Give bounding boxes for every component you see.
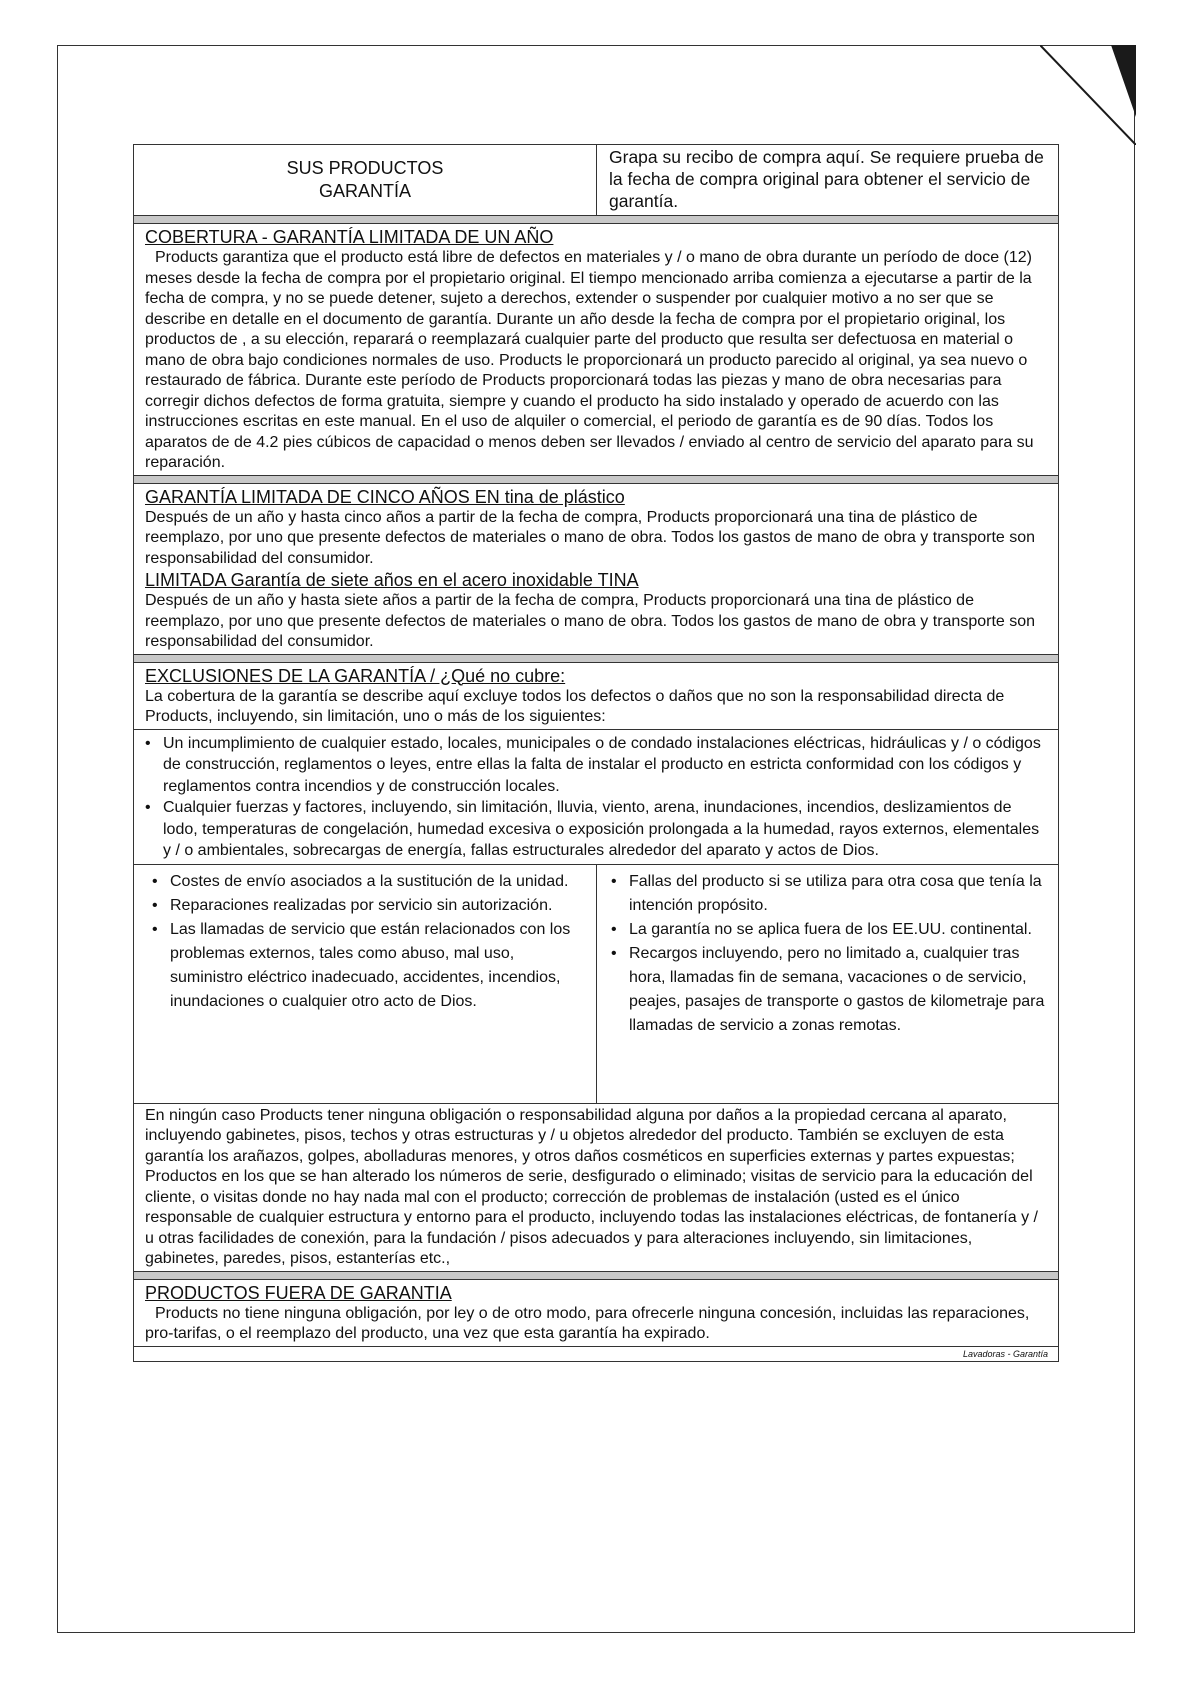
header-title-line2: GARANTÍA	[318, 181, 411, 201]
exclusions-intro: La cobertura de la garantía se describe aquí excluye todos los defectos o daños que no son la responsabilidad directa de Products, incluyendo, sin limitación, uno o más de los siguientes:	[145, 687, 1005, 725]
header-title	[134, 145, 597, 215]
header-title-line1: SUS PRODUCTOS	[286, 158, 444, 178]
out-of-warranty-section	[134, 1280, 1058, 1346]
list-item: • Fallas del producto si se utiliza para otra cosa que tenía la intención propósito.	[611, 870, 1046, 918]
section-divider	[134, 654, 1058, 663]
exclusions-left-column	[134, 865, 597, 1103]
coverage-section	[134, 224, 1058, 475]
bullet-icon: •	[611, 944, 617, 962]
exclusions-full-list	[134, 729, 1058, 864]
bullet-icon: •	[145, 799, 151, 816]
exclusions-title: EXCLUSIONES DE LA GARANTÍA / ¿Qué no cubre:	[145, 665, 566, 686]
section-divider	[134, 215, 1058, 224]
out-of-warranty-title: PRODUCTOS FUERA DE GARANTIA	[145, 1282, 452, 1303]
warranty-document	[133, 144, 1059, 1362]
footer-note: Lavadoras - Garantía	[962, 1348, 1048, 1359]
seven-year-body: Después de un año y hasta siete años a partir de la fecha de compra, Products proporcionará una tina de plástico de reemplazo, por uno que presente defectos de materiales o mano de obra. Todos los gastos de mano de obra y transporte son responsabilidad del consumidor.	[145, 592, 1036, 650]
section-divider	[134, 475, 1058, 484]
liability-section	[134, 1104, 1058, 1271]
list-item: • Un incumplimiento de cualquier estado, locales, municipales o de condado instalaciones eléctricas, hidráulicas y / o códigos de construcción, reglamentos o leyes, entre ellas la falta de instalar el producto en estricta conformidad con los códigos y reglamentos contra incendios y de construcción locales.	[145, 733, 1048, 798]
list-item: • Recargos incluyendo, pero no limitado a, cualquier tras hora, llamadas fin de semana, vacaciones o de servicio, peajes, pasajes de transporte o gastos de kilometraje para llamadas de servicio a zonas remotas.	[611, 942, 1046, 1038]
bullet-icon: •	[145, 734, 151, 752]
header-row	[134, 145, 1058, 215]
list-item: • Costes de envío asociados a la sustitución de la unidad.	[152, 870, 584, 894]
corner-tab-icon	[1040, 45, 1136, 145]
bullet-icon: •	[152, 872, 158, 890]
bullet-icon: •	[611, 872, 617, 890]
list-item: • La garantía no se aplica fuera de los EE.UU. continental.	[611, 918, 1046, 942]
tub-warranty-section	[134, 484, 1058, 654]
exclusions-section	[134, 663, 1058, 729]
coverage-body: Products garantiza que el producto está libre de defectos en materiales y / o mano de obra durante un período de doce (12) meses desde la fecha de compra por el propietario original. El tiempo mencionado arriba comienza a ejecutarse a partir de la fecha de compra, y no se puede detener, sujeto a derechos, extender o suspender por cualquier motivo a no ser que se describe en detalle en el documento de garantía. Durante un año desde la fecha de compra por el propietario original, los productos de , a su elección, reparará o reemplazará cualquier parte del producto que resulta ser defectuosa en material o mano de obra bajo condiciones normales de uso. Products le proporcionará un producto parecido al original, ya sea nuevo o restaurado de fábrica. Durante este período de Products proporcionará todas las piezas y mano de obra necesarias para corregir dichos defectos de forma gratuita, siempre y cuando el producto ha sido instalado y operado de acuerdo con las instrucciones escritas en este manual. En el uso de alquiler o comercial, el periodo de garantía es de 90 días. Todos los aparatos de de 4.2 pies cúbicos de capacidad o menos deben ser llevados / enviado al centro de servicio del aparato para su reparación.	[145, 249, 1034, 471]
five-year-title: GARANTÍA LIMITADA DE CINCO AÑOS EN tina de plástico	[145, 486, 625, 507]
list-item: • Cualquier fuerzas y factores, incluyendo, sin limitación, lluvia, viento, arena, inundaciones, incendios, deslizamientos de lodo, temperaturas de congelación, humedad excesiva o exposición prolongada a la humedad, rayos externos, elementales y / o ambientales, sobrecargas de energía, fallas estructurales alrededor del aparato y actos de Dios.	[145, 797, 1048, 862]
liability-body: En ningún caso Products tener ninguna obligación o responsabilidad alguna por daños a la propiedad cercana al aparato, incluyendo gabinetes, pisos, techos y otras estructuras y / u objetos alrededor del producto. También se excluyen de esta garantía los arañazos, golpes, abolladuras menores, y otros daños cosméticos en superficies externas y partes expuestas; Productos en los que se han alterado los números de serie, desfigurado o eliminado; visitas de servicio para la educación del cliente, o visitas donde no hay nada mal con el producto; corrección de problemas de instalación (usted es el único responsable de cualquier estructura y entorno para el producto, incluyendo todas las instalaciones eléctricas, de fontanería y / u otras facilidades de conexión, para la fundación / pisos adecuados y para alteraciones incluyendo, sin limitaciones, gabinetes, paredes, pisos, estanterías etc.,	[145, 1106, 1038, 1267]
seven-year-title: LIMITADA Garantía de siete años en el acero inoxidable TINA	[145, 570, 639, 590]
list-item: • Reparaciones realizadas por servicio sin autorización.	[152, 894, 584, 918]
out-of-warranty-body: Products no tiene ninguna obligación, por ley o de otro modo, para ofrecerle ninguna concesión, incluidas las reparaciones, pro-tarifas, o el reemplazo del producto, una vez que esta garantía ha expirado.	[145, 1304, 1030, 1342]
coverage-title: COBERTURA - GARANTÍA LIMITADA DE UN AÑO	[145, 227, 554, 247]
footer-row	[134, 1346, 1058, 1361]
list-item: • Las llamadas de servicio que están relacionados con los problemas externos, tales como abuso, mal uso, suministro eléctrico inadecuado, accidentes, incendios, inundaciones o cualquier otro acto de Dios.	[152, 918, 584, 1014]
five-year-body: Después de un año y hasta cinco años a partir de la fecha de compra, Products proporcionará una tina de plástico de reemplazo, por uno que presente defectos de materiales o mano de obra. Todos los gastos de mano de obra y transporte son responsabilidad del consumidor.	[145, 508, 1036, 567]
bullet-icon: •	[611, 920, 617, 938]
section-divider	[134, 1271, 1058, 1280]
staple-receipt-note: Grapa su recibo de compra aquí. Se requiere prueba de la fecha de compra original para obtener el servicio de garantía.	[609, 147, 1044, 211]
exclusions-right-column	[597, 865, 1058, 1103]
bullet-icon: •	[152, 896, 158, 914]
exclusions-two-column	[134, 864, 1058, 1104]
bullet-icon: •	[152, 920, 158, 938]
